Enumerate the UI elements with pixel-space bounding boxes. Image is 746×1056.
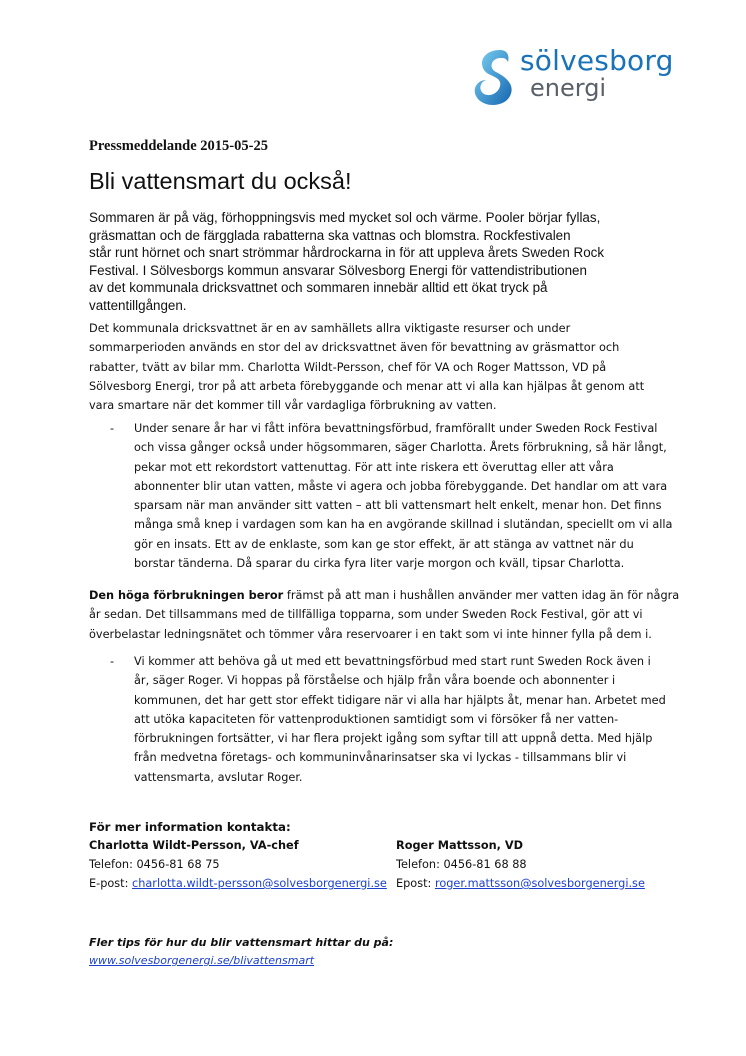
quote-line: förbrukningen fortsätter, vi har flera projekt igång som syftar till att uppnå detta. Med hjälp xyxy=(134,732,653,746)
logo-wordmark-line2: energi xyxy=(530,74,607,102)
quote-line: gör en insats. Ett av de enklaste, som kan ge stor effekt, är att stänga av vattnet när du xyxy=(134,537,634,551)
quote-line: vattensmarta, avslutar Roger. xyxy=(134,770,303,784)
paragraph-line: rabatter, tvätt av bilar mm. Charlotta Wildt-Persson, chef för VA och Roger Mattsson, VD på xyxy=(89,360,607,374)
paragraph-line: Det kommunala dricksvattnet är en av samhällets allra viktigaste resurser och under xyxy=(89,322,571,335)
contact-heading: För mer information kontakta: xyxy=(89,820,291,834)
contact-email-row xyxy=(396,874,645,893)
email-link[interactable]: charlotta.wildt-persson@solvesborgenergi.se xyxy=(132,877,387,890)
contact-name: Charlotta Wildt-Persson, VA-chef xyxy=(89,839,299,852)
paragraph-line xyxy=(89,586,680,605)
quote-line: och vissa gånger också under högsommaren, säger Charlotta. Årets förbrukning, så här långt, xyxy=(134,441,667,455)
quote-line: kommunen, det har gett stor effekt tidigare när vi alla har hjälpts åt, menar han. Arbetet med xyxy=(134,693,666,707)
quote-line: att utöka kapaciteten för vattenproduktionen samtidigt som vi försöker få ner vatten- xyxy=(134,712,619,726)
tips-title: Fler tips för hur du blir vattensmart hittar du på: xyxy=(89,936,394,949)
lead-line: Festival. I Sölvesborgs kommun ansvarar Sölvesborg Energi för vattendistributionen xyxy=(89,262,587,278)
paragraph-line: Sölvesborg Energi, tror på att arbeta förebyggande och menar att vi alla kan hjälpas åt genom att xyxy=(89,379,645,393)
email-label: Epost: xyxy=(396,877,435,890)
logo-wordmark-line1: sölvesborg xyxy=(520,44,674,77)
email-link[interactable]: roger.mattsson@solvesborgenergi.se xyxy=(434,877,645,890)
paragraph-line: vara smartare när det kommer till vår vardagliga förbrukning av vatten. xyxy=(89,399,497,413)
paragraph-line-rest: främst på att man i hushållen använder mer vatten idag än för några xyxy=(283,589,680,602)
lead-line: av det kommunala dricksvattnet och sommaren innebär alltid ett ökat tryck på xyxy=(89,280,548,295)
contact-name: Roger Mattsson, VD xyxy=(396,839,523,852)
quote-line: Vi kommer att behöva gå ut med ett bevattningsförbud med start runt Sweden Rock även i xyxy=(134,655,651,668)
quote-line: abonnenter blir utan vatten, måste vi agera och jobba förebyggande. Det handlar om att vara xyxy=(134,479,668,493)
company-logo xyxy=(470,44,674,114)
page-title: Bli vattensmart du också! xyxy=(89,168,352,194)
contact-phone: Telefon: 0456-81 68 88 xyxy=(396,858,527,871)
body-paragraph-1 xyxy=(89,319,669,415)
contact-charlotta xyxy=(89,836,387,893)
quote-line: sparsam när man använder sitt vatten – att bli vattensmart helt enkelt, menar hon. Det finns xyxy=(134,499,662,513)
lead-paragraph xyxy=(89,209,679,314)
paragraph-line: överbelastar ledningsnätet och tömmer våra reservoarer i en takt som vi inte hinner fylla på dem i. xyxy=(89,627,652,641)
lead-line: gräsmattan och de färgglada rabatterna ska vattnas och blomstra. Rockfestivalen xyxy=(89,227,571,243)
quote-line: borstar tänderna. Då sparar du cirka fyra liter varje morgon och kväll, tipsar Charlotta. xyxy=(134,557,625,571)
quote-line: år, säger Roger. Vi hoppas på förståelse och hjälp från våra boende och abonnenter i xyxy=(134,674,616,688)
quote-line: pekar mot ett rekordstort vattenuttag. För att inte riskera ett överuttag eller att våra xyxy=(134,460,614,474)
quote-line: många små knep i vardagen som kan ha en avgörande skillnad i slutändan, speciellt om vi alla xyxy=(134,518,673,532)
contact-email-row xyxy=(89,874,387,893)
lead-line: vattentillgången. xyxy=(89,297,187,313)
water-drop-logo-icon xyxy=(470,44,520,110)
body-paragraph-2 xyxy=(89,586,680,644)
paragraph-line: år sedan. Det tillsammans med de tillfälliga topparna, som under Sweden Rock Festival, gör att vi xyxy=(89,608,643,622)
lead-line: Sommaren är på väg, förhoppningsvis med mycket sol och värme. Pooler börjar fyllas, xyxy=(89,210,601,225)
quote-line: Under senare år har vi fått införa bevattningsförbud, framförallt under Sweden Rock Festival xyxy=(134,422,658,435)
list-dash: - xyxy=(110,655,115,668)
email-label: E-post: xyxy=(89,877,133,890)
contact-roger xyxy=(396,836,645,893)
tips-section xyxy=(89,934,393,970)
contact-phone: Telefon: 0456-81 68 75 xyxy=(89,858,220,871)
paragraph-line: sommarperioden används en stor del av dricksvattnet även för bevattning av gräsmattor och xyxy=(89,341,620,355)
list-dash: - xyxy=(110,422,115,435)
press-release-date: Pressmeddelande 2015-05-25 xyxy=(89,138,268,154)
lead-line: står runt hörnet och snart strömmar hårdrockarna in för att uppleva årets Sweden Rock xyxy=(89,245,605,260)
quote-line: från medvetna företags- och kommuninvånarinsatser ska vi lyckas - tillsammans blir vi xyxy=(134,751,627,765)
bold-lead-in: Den höga förbrukningen beror xyxy=(89,589,284,602)
tips-link[interactable]: www.solvesborgenergi.se/blivattensmart xyxy=(89,954,315,967)
